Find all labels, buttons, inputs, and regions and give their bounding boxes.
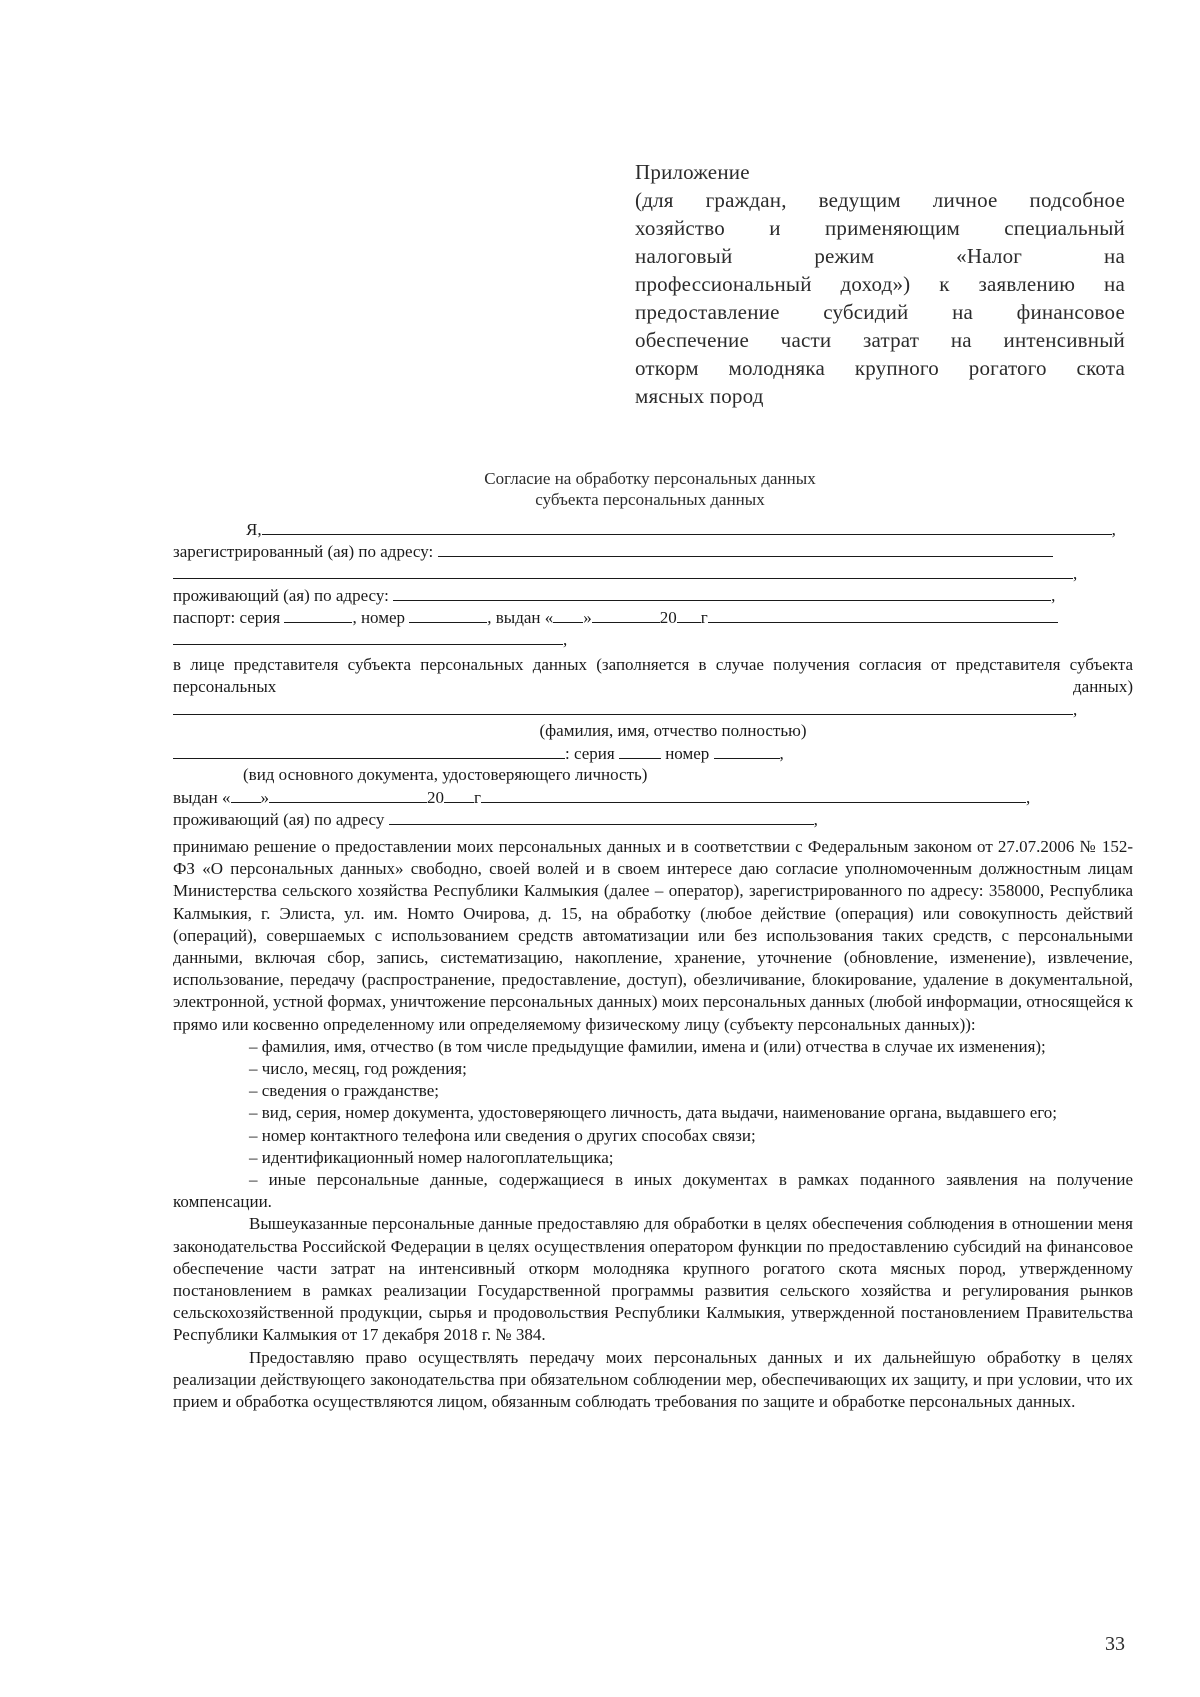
body-paragraph-3: Предоставляю право осуществлять передачу моих персональных данных и их дальнейшую обработку в целях реализации действующего законодательства при обязательном соблюдении мер, обеспечивающих их защиту, и при условии, что их прием и обработка осуществляются лицом, обязанным соблюдать требования по защите и обработке персональных данных. bbox=[173, 1347, 1133, 1412]
residing-address-field[interactable] bbox=[393, 584, 1051, 601]
body-paragraph-1: принимаю решение о предоставлении моих персональных данных и в соответствии с Федеральным законом от 27.07.2006 № 152-ФЗ «О персональных данных» свободно, своей волей и в своем интересе даю согласие уполномоченным должностным лицам Министерства сельского хозяйства Республики Калмыкия (далее – оператор), зарегистрированного по адресу: 358000, Республика Калмыкия, г. Элиста, ул. им. Номто Очирова, д. 15, на обработку (любое действие (операция) или совокупность действий (операций), совершаемых с использованием средств автоматизации или без использования таких средств, с персональными данными, включая сбор, запись, систематизацию, накопление, хранение, уточнение (обновление, изменение), извлечение, использование, передачу (распространение, предоставление, доступ), обезличивание, блокирование, удаление в документальной, электронной, устной формах, уничтожение персональных данных) моих персональных данных (любой информации, относящейся к прямо или косвенно определенному или определяемому физическому лицу (субъекту персональных данных)): bbox=[173, 837, 1133, 1034]
doc-caption bbox=[173, 764, 1133, 786]
issued-month-field[interactable] bbox=[592, 606, 660, 623]
consent-title bbox=[420, 468, 880, 510]
comma: , bbox=[1025, 788, 1031, 807]
comma: , bbox=[779, 744, 784, 763]
appendix-header bbox=[635, 158, 1125, 410]
form-row-residing bbox=[173, 584, 1133, 606]
registered-address-field-cont[interactable] bbox=[173, 562, 1073, 579]
form-row-passport bbox=[173, 606, 1133, 628]
rep-issued-year-field[interactable] bbox=[444, 786, 474, 803]
year-prefix: 20 bbox=[427, 788, 444, 807]
issued-label: , выдан « bbox=[487, 608, 554, 627]
form-row-rep-residing bbox=[173, 808, 1133, 830]
registered-address-field[interactable] bbox=[438, 540, 1053, 557]
appendix-line: обеспечение части затрат на интенсивный bbox=[635, 328, 1125, 352]
representative-name-field[interactable] bbox=[173, 698, 1073, 715]
representative-text bbox=[173, 654, 1133, 698]
representative-label: в лице представителя субъекта персональных данных (заполняется в случае получения согласия от представителя субъекта персональных данных) bbox=[173, 655, 1133, 696]
ya-label: Я, bbox=[246, 520, 262, 539]
comma: , bbox=[813, 810, 818, 829]
appendix-line: откорм молодняка крупного рогатого скота bbox=[635, 356, 1125, 380]
passport-number-label: , номер bbox=[352, 608, 406, 627]
consent-title-line1: Согласие на обработку персональных данных bbox=[484, 469, 816, 488]
issued-day-field[interactable] bbox=[553, 606, 583, 623]
comma: , bbox=[1073, 700, 1078, 719]
rep-residing-label: проживающий (ая) по адресу bbox=[173, 810, 385, 829]
rep-number-field[interactable] bbox=[714, 742, 780, 759]
full-name-field[interactable] bbox=[262, 518, 1112, 535]
form-row-representative-name bbox=[173, 698, 1133, 720]
appendix-line: мясных пород bbox=[635, 384, 764, 408]
page-number: 33 bbox=[1105, 1633, 1125, 1655]
rep-issued-label: выдан « bbox=[173, 788, 231, 807]
comma: , bbox=[1111, 520, 1116, 539]
form-row-registered-cont bbox=[173, 562, 1133, 584]
rep-series-field[interactable] bbox=[619, 742, 661, 759]
rep-series-label: : серия bbox=[565, 744, 615, 763]
form-row-issued-cont bbox=[173, 628, 1133, 650]
year-suffix: г bbox=[474, 788, 481, 807]
appendix-line: предоставление субсидий на финансовое bbox=[635, 300, 1125, 324]
quote-close: » bbox=[260, 788, 269, 807]
year-prefix: 20 bbox=[659, 608, 677, 627]
form-row-rep-doc bbox=[173, 742, 1133, 764]
issued-by-field[interactable] bbox=[708, 606, 1058, 623]
rep-issued-month-field[interactable] bbox=[269, 786, 427, 803]
comma: , bbox=[1051, 586, 1056, 605]
body-paragraph-2: Вышеуказанные персональные данные предоставляю для обработки в целях обеспечения соблюдения в отношении меня законодательства Российской Федерации в целях осуществления оператором функции по предоставлению субсидий на финансовое обеспечение части затрат на интенсивный откорм молодняка крупного рогатого скота мясных пород, утвержденному постановлением в рамках реализации Государственной программы развития сельского хозяйства и регулирования рынков сельскохозяйственной продукции, сырья и продовольствия Республики Калмыкия, утвержденной постановлением Правительства Республики Калмыкия от 17 декабря 2018 г. № 384. bbox=[173, 1214, 1133, 1345]
appendix-line: налоговый режим «Налог на bbox=[635, 244, 1125, 268]
form-row-rep-issued bbox=[173, 786, 1133, 808]
quote-close: » bbox=[583, 608, 592, 627]
fio-caption bbox=[173, 720, 1133, 742]
issued-by-field-cont[interactable] bbox=[173, 628, 563, 645]
fio-caption-text: (фамилия, имя, отчество полностью) bbox=[539, 721, 807, 740]
registered-label: зарегистрированный (ая) по адресу: bbox=[173, 542, 434, 561]
consent-body bbox=[173, 836, 1133, 1413]
appendix-line: (для граждан, ведущим личное подсобное bbox=[635, 188, 1125, 212]
list-item: – иные персональные данные, содержащиеся в иных документах в рамках поданного заявления на получение компенсации. bbox=[173, 1170, 1133, 1212]
passport-series-field[interactable] bbox=[284, 606, 352, 623]
form-row-name bbox=[173, 518, 1133, 540]
issued-year-field[interactable] bbox=[677, 606, 701, 623]
consent-form bbox=[173, 518, 1133, 830]
appendix-line: профессиональный доход») к заявлению на bbox=[635, 272, 1125, 296]
list-item: – фамилия, имя, отчество (в том числе предыдущие фамилии, имена и (или) отчества в случае их изменения); bbox=[249, 1036, 1046, 1056]
rep-issued-by-field[interactable] bbox=[481, 786, 1026, 803]
passport-series-label: паспорт: серия bbox=[173, 608, 281, 627]
passport-number-field[interactable] bbox=[409, 606, 487, 623]
rep-residing-address-field[interactable] bbox=[389, 808, 814, 825]
consent-title-line2: субъекта персональных данных bbox=[535, 490, 765, 509]
comma: , bbox=[563, 630, 568, 649]
list-item: – число, месяц, год рождения; bbox=[249, 1059, 467, 1079]
rep-doc-type-field[interactable] bbox=[173, 742, 565, 759]
list-item: – идентификационный номер налогоплательщика; bbox=[249, 1147, 614, 1167]
rep-number-label: номер bbox=[665, 744, 710, 763]
year-suffix: г bbox=[700, 608, 708, 627]
form-row-registered bbox=[173, 540, 1133, 562]
rep-issued-day-field[interactable] bbox=[231, 786, 261, 803]
comma: , bbox=[1073, 564, 1078, 583]
list-item: – вид, серия, номер документа, удостоверяющего личность, дата выдачи, наименование органа, выдавшего его; bbox=[249, 1103, 1058, 1123]
list-item: – сведения о гражданстве; bbox=[249, 1081, 439, 1101]
list-item: – номер контактного телефона или сведения о других способах связи; bbox=[249, 1125, 756, 1145]
appendix-line: Приложение bbox=[635, 160, 750, 184]
doc-caption-text: (вид основного документа, удостоверяющего личность) bbox=[243, 765, 648, 784]
appendix-line: хозяйство и применяющим специальный bbox=[635, 216, 1125, 240]
residing-label: проживающий (ая) по адресу: bbox=[173, 586, 389, 605]
